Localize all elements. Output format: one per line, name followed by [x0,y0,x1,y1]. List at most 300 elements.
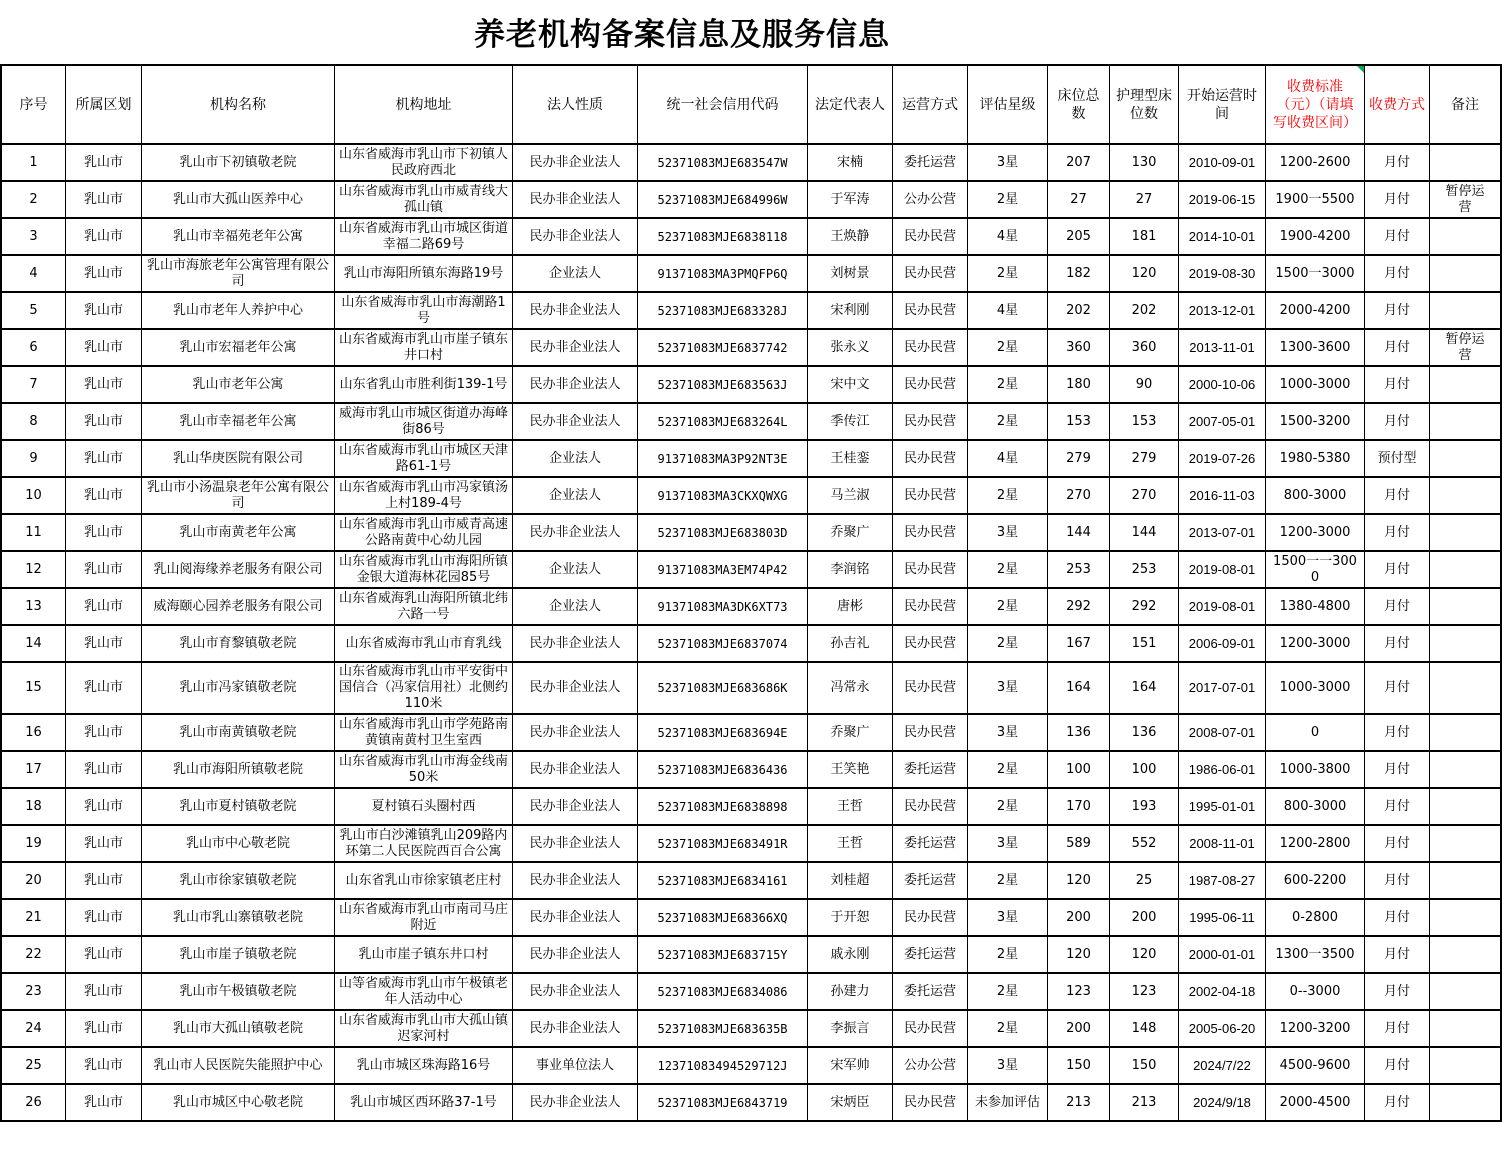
cell-operation_mode: 委托运营 [893,936,968,973]
cell-fee_standard: 600-2200 [1266,862,1365,899]
cell-remark [1430,973,1502,1010]
cell-name: 乳山市海阳所镇敬老院 [142,751,335,788]
cell-star_rating: 2星 [968,403,1048,440]
page [0,9,1485,1122]
cell-operation_mode: 民办民营 [893,588,968,625]
cell-name: 乳山市育黎镇敬老院 [142,625,335,662]
cell-index: 19 [1,825,66,862]
cell-nursing_beds: 90 [1110,366,1179,403]
cell-total_beds: 589 [1048,825,1110,862]
cell-legal_rep: 孙建力 [808,973,893,1010]
cell-start_date: 2016-11-03 [1179,477,1266,514]
cell-district: 乳山市 [66,440,142,477]
cell-total_beds: 180 [1048,366,1110,403]
cell-index: 5 [1,292,66,329]
cell-fee_method: 月付 [1365,825,1430,862]
cell-legal_nature: 民办非企业法人 [513,144,638,181]
cell-legal_nature: 企业法人 [513,255,638,292]
cell-credit_code: 52371083MJE683694E [638,714,808,751]
cell-remark [1430,1010,1502,1047]
cell-total_beds: 167 [1048,625,1110,662]
cell-nursing_beds: 213 [1110,1084,1179,1121]
cell-star_rating: 2星 [968,477,1048,514]
table-row [1,440,1501,477]
column-header-legal_rep [808,65,893,144]
column-header-label: 序号 [19,96,48,113]
cell-district: 乳山市 [66,292,142,329]
cell-address: 山东省威海市乳山市学苑路南黄镇南黄村卫生室西 [335,714,513,751]
cell-name: 乳山市乳山寨镇敬老院 [142,899,335,936]
cell-district: 乳山市 [66,825,142,862]
cell-fee_method: 月付 [1365,329,1430,366]
cell-credit_code: 91371083MA3P92NT3E [638,440,808,477]
cell-legal_rep: 乔聚广 [808,514,893,551]
cell-remark [1430,936,1502,973]
cell-legal_nature: 民办非企业法人 [513,751,638,788]
cell-operation_mode: 民办民营 [893,292,968,329]
cell-fee_standard: 1200-2600 [1266,144,1365,181]
cell-name: 乳山市大孤山镇敬老院 [142,1010,335,1047]
cell-nursing_beds: 27 [1110,181,1179,218]
cell-name: 乳山市南黄老年公寓 [142,514,335,551]
cell-credit_code: 52371083MJE683563J [638,366,808,403]
table-row [1,973,1501,1010]
cell-start_date: 2024/7/22 [1179,1047,1266,1084]
cell-nursing_beds: 200 [1110,899,1179,936]
cell-district: 乳山市 [66,514,142,551]
column-header-label: 统一社会信用代码 [666,96,779,113]
cell-index: 25 [1,1047,66,1084]
cell-legal_rep: 冯常永 [808,662,893,714]
cell-district: 乳山市 [66,477,142,514]
cell-start_date: 2007-05-01 [1179,403,1266,440]
cell-start_date: 2013-12-01 [1179,292,1266,329]
cell-index: 18 [1,788,66,825]
cell-legal_rep: 于开恕 [808,899,893,936]
cell-credit_code: 52371083MJE683635B [638,1010,808,1047]
cell-operation_mode: 民办民营 [893,329,968,366]
cell-total_beds: 207 [1048,144,1110,181]
cell-fee_standard: 2000-4200 [1266,292,1365,329]
cell-operation_mode: 委托运营 [893,862,968,899]
cell-credit_code: 52371083MJE683264L [638,403,808,440]
cell-total_beds: 270 [1048,477,1110,514]
cell-legal_rep: 张永义 [808,329,893,366]
cell-legal_rep: 刘桂超 [808,862,893,899]
cell-operation_mode: 民办民营 [893,514,968,551]
cell-address: 山东省威海市乳山市大孤山镇迟家河村 [335,1010,513,1047]
cell-star_rating: 2星 [968,255,1048,292]
cell-district: 乳山市 [66,973,142,1010]
cell-credit_code: 52371083MJE683715Y [638,936,808,973]
cell-index: 12 [1,551,66,588]
cell-operation_mode: 民办民营 [893,440,968,477]
cell-credit_code: 52371083MJE6836436 [638,751,808,788]
column-header-label: 护理型床位数 [1116,87,1172,122]
cell-remark [1430,862,1502,899]
cell-name: 乳山市下初镇敬老院 [142,144,335,181]
column-header-start_date [1179,65,1266,144]
cell-legal_rep: 宋楠 [808,144,893,181]
cell-remark [1430,825,1502,862]
cell-total_beds: 150 [1048,1047,1110,1084]
cell-fee_method: 月付 [1365,181,1430,218]
cell-index: 26 [1,1084,66,1121]
cell-star_rating: 2星 [968,1010,1048,1047]
cell-remark [1430,403,1502,440]
column-header-label: 收费标准（元）（请填写收费区间） [1273,78,1357,131]
cell-index: 17 [1,751,66,788]
cell-remark [1430,662,1502,714]
cell-start_date: 2010-09-01 [1179,144,1266,181]
cell-credit_code: 52371083MJE683803D [638,514,808,551]
cell-start_date: 2017-07-01 [1179,662,1266,714]
cell-star_rating: 2星 [968,588,1048,625]
cell-credit_code: 91371083MA3PMQFP6Q [638,255,808,292]
cell-district: 乳山市 [66,403,142,440]
cell-fee_method: 月付 [1365,662,1430,714]
cell-start_date: 1995-06-11 [1179,899,1266,936]
cell-start_date: 1986-06-01 [1179,751,1266,788]
cell-operation_mode: 民办民营 [893,662,968,714]
cell-operation_mode: 委托运营 [893,973,968,1010]
cell-remark [1430,551,1502,588]
cell-address: 山东省威海市乳山市平安街中国信合（冯家信用社）北侧约110米 [335,662,513,714]
cell-remark [1430,218,1502,255]
cell-operation_mode: 民办民营 [893,477,968,514]
cell-fee_method: 月付 [1365,788,1430,825]
cell-district: 乳山市 [66,588,142,625]
table-row [1,625,1501,662]
column-header-legal_nature [513,65,638,144]
cell-operation_mode: 民办民营 [893,625,968,662]
cell-remark [1430,714,1502,751]
cell-total_beds: 100 [1048,751,1110,788]
cell-credit_code: 52371083MJE683686K [638,662,808,714]
column-header-fee_method [1365,65,1430,144]
cell-legal_rep: 王哲 [808,788,893,825]
column-header-label: 法定代表人 [815,96,885,113]
cell-legal_rep: 王笑艳 [808,751,893,788]
table-row [1,588,1501,625]
cell-credit_code: 52371083MJE6834086 [638,973,808,1010]
cell-remark [1430,366,1502,403]
cell-legal_rep: 季传江 [808,403,893,440]
column-header-label: 运营方式 [902,96,958,113]
cell-remark [1430,477,1502,514]
cell-operation_mode: 公办公营 [893,181,968,218]
cell-legal_rep: 王哲 [808,825,893,862]
cell-legal_nature: 企业法人 [513,588,638,625]
cell-star_rating: 2星 [968,751,1048,788]
cell-legal_nature: 企业法人 [513,477,638,514]
cell-fee_standard: 1300一3500 [1266,936,1365,973]
cell-star_rating: 3星 [968,514,1048,551]
column-header-label: 床位总数 [1057,87,1100,122]
cell-star_rating: 4星 [968,440,1048,477]
comment-marker-icon[interactable] [1357,66,1364,73]
cell-legal_nature: 企业法人 [513,551,638,588]
cell-credit_code: 91371083MA3EM74P42 [638,551,808,588]
cell-remark [1430,751,1502,788]
cell-total_beds: 27 [1048,181,1110,218]
cell-index: 21 [1,899,66,936]
table-row [1,825,1501,862]
cell-district: 乳山市 [66,899,142,936]
cell-fee_method: 预付型 [1365,440,1430,477]
cell-credit_code: 91371083MA3CKXQWXG [638,477,808,514]
cell-index: 24 [1,1010,66,1047]
cell-name: 乳山市中心敬老院 [142,825,335,862]
column-header-fee_standard [1266,65,1365,144]
column-header-label: 机构地址 [395,96,452,113]
cell-fee_method: 月付 [1365,625,1430,662]
cell-fee_method: 月付 [1365,714,1430,751]
cell-total_beds: 360 [1048,329,1110,366]
cell-address: 山东省威海市乳山市威青线大孤山镇 [335,181,513,218]
cell-legal_rep: 戚永刚 [808,936,893,973]
table-row [1,292,1501,329]
cell-total_beds: 164 [1048,662,1110,714]
cell-operation_mode: 民办民营 [893,255,968,292]
cell-legal_nature: 民办非企业法人 [513,825,638,862]
column-header-star_rating [968,65,1048,144]
cell-fee_standard: 1500一3000 [1266,255,1365,292]
cell-fee_standard: 1200-3000 [1266,514,1365,551]
table-row [1,477,1501,514]
cell-fee_standard: 0-2800 [1266,899,1365,936]
cell-remark: 暂停运营 [1430,329,1502,366]
table-row [1,899,1501,936]
cell-remark: 暂停运营 [1430,181,1502,218]
cell-start_date: 2008-07-01 [1179,714,1266,751]
cell-nursing_beds: 150 [1110,1047,1179,1084]
cell-district: 乳山市 [66,714,142,751]
cell-total_beds: 205 [1048,218,1110,255]
column-header-nursing_beds [1110,65,1179,144]
cell-address: 山东省威海市乳山市海阳所镇金银大道海林花园85号 [335,551,513,588]
cell-legal_nature: 民办非企业法人 [513,862,638,899]
cell-fee_standard: 1200-3200 [1266,1010,1365,1047]
cell-fee_standard: 1980-5380 [1266,440,1365,477]
cell-start_date: 2008-11-01 [1179,825,1266,862]
column-header-label: 开始运营时间 [1187,87,1257,122]
cell-nursing_beds: 193 [1110,788,1179,825]
cell-remark [1430,144,1502,181]
column-header-remark [1430,65,1502,144]
cell-legal_nature: 民办非企业法人 [513,366,638,403]
column-header-total_beds [1048,65,1110,144]
table-row [1,218,1501,255]
cell-nursing_beds: 164 [1110,662,1179,714]
cell-district: 乳山市 [66,662,142,714]
cell-star_rating: 2星 [968,329,1048,366]
cell-name: 乳山市午极镇敬老院 [142,973,335,1010]
column-header-label: 评估星级 [979,96,1036,113]
cell-start_date: 2002-04-18 [1179,973,1266,1010]
cell-star_rating: 未参加评估 [968,1084,1048,1121]
cell-nursing_beds: 253 [1110,551,1179,588]
cell-fee_method: 月付 [1365,551,1430,588]
cell-index: 13 [1,588,66,625]
cell-name: 乳山阅海缘养老服务有限公司 [142,551,335,588]
cell-star_rating: 3星 [968,144,1048,181]
cell-fee_method: 月付 [1365,751,1430,788]
cell-legal_nature: 民办非企业法人 [513,218,638,255]
cell-start_date: 1987-08-27 [1179,862,1266,899]
column-header-label: 备注 [1451,96,1479,113]
cell-fee_standard: 1300-3600 [1266,329,1365,366]
cell-remark [1430,255,1502,292]
cell-start_date: 2013-07-01 [1179,514,1266,551]
cell-district: 乳山市 [66,144,142,181]
cell-start_date: 2005-06-20 [1179,1010,1266,1047]
cell-fee_method: 月付 [1365,1084,1430,1121]
cell-total_beds: 279 [1048,440,1110,477]
cell-star_rating: 2星 [968,862,1048,899]
cell-district: 乳山市 [66,329,142,366]
cell-legal_rep: 宋军帅 [808,1047,893,1084]
cell-address: 山东省威海市乳山市城区街道幸福二路69号 [335,218,513,255]
cell-total_beds: 120 [1048,936,1110,973]
column-header-credit_code [638,65,808,144]
column-header-district [66,65,142,144]
cell-remark [1430,588,1502,625]
cell-credit_code: 52371083MJE6843719 [638,1084,808,1121]
cell-operation_mode: 委托运营 [893,825,968,862]
cell-legal_nature: 民办非企业法人 [513,403,638,440]
cell-legal_nature: 民办非企业法人 [513,514,638,551]
cell-operation_mode: 民办民营 [893,366,968,403]
cell-legal_nature: 民办非企业法人 [513,1084,638,1121]
cell-legal_nature: 民办非企业法人 [513,1010,638,1047]
cell-legal_rep: 李润铭 [808,551,893,588]
cell-legal_nature: 民办非企业法人 [513,714,638,751]
cell-fee_method: 月付 [1365,366,1430,403]
cell-name: 乳山市冯家镇敬老院 [142,662,335,714]
cell-nursing_beds: 120 [1110,936,1179,973]
cell-operation_mode: 民办民营 [893,403,968,440]
cell-remark [1430,292,1502,329]
cell-fee_standard: 800-3000 [1266,477,1365,514]
cell-start_date: 2019-08-01 [1179,551,1266,588]
cell-name: 乳山市老年公寓 [142,366,335,403]
cell-total_beds: 170 [1048,788,1110,825]
cell-fee_method: 月付 [1365,403,1430,440]
cell-star_rating: 3星 [968,662,1048,714]
cell-remark [1430,788,1502,825]
column-header-address [335,65,513,144]
cell-start_date: 2024/9/18 [1179,1084,1266,1121]
column-header-label: 法人性质 [547,96,603,113]
cell-legal_nature: 民办非企业法人 [513,181,638,218]
cell-district: 乳山市 [66,181,142,218]
cell-legal_nature: 民办非企业法人 [513,625,638,662]
table-row [1,1010,1501,1047]
cell-district: 乳山市 [66,255,142,292]
cell-remark [1430,1084,1502,1121]
cell-name: 乳山市崖子镇敬老院 [142,936,335,973]
column-header-label: 所属区划 [75,96,132,113]
cell-fee_method: 月付 [1365,218,1430,255]
cell-star_rating: 2星 [968,625,1048,662]
cell-operation_mode: 委托运营 [893,751,968,788]
table-row [1,403,1501,440]
cell-district: 乳山市 [66,218,142,255]
records-table [0,64,1502,1122]
cell-name: 乳山市夏村镇敬老院 [142,788,335,825]
cell-fee_method: 月付 [1365,255,1430,292]
cell-operation_mode: 民办民营 [893,551,968,588]
cell-name: 乳山市南黄镇敬老院 [142,714,335,751]
cell-fee_standard: 1200-3000 [1266,625,1365,662]
cell-legal_rep: 宋炳臣 [808,1084,893,1121]
cell-credit_code: 12371083494529712J [638,1047,808,1084]
cell-name: 乳山市宏福老年公寓 [142,329,335,366]
cell-operation_mode: 民办民营 [893,714,968,751]
cell-index: 7 [1,366,66,403]
cell-address: 乳山市白沙滩镇乳山209路内环第二人民医院西百合公寓 [335,825,513,862]
cell-address: 山东省威海市乳山市育乳线 [335,625,513,662]
cell-star_rating: 2星 [968,181,1048,218]
cell-operation_mode: 民办民营 [893,1084,968,1121]
cell-total_beds: 153 [1048,403,1110,440]
cell-star_rating: 2星 [968,366,1048,403]
cell-fee_standard: 2000-4500 [1266,1084,1365,1121]
cell-star_rating: 3星 [968,825,1048,862]
cell-operation_mode: 民办民营 [893,1010,968,1047]
cell-credit_code: 52371083MJE683491R [638,825,808,862]
cell-fee_method: 月付 [1365,292,1430,329]
cell-nursing_beds: 120 [1110,255,1179,292]
cell-fee_standard: 1500一一3000 [1266,551,1365,588]
cell-index: 1 [1,144,66,181]
cell-fee_method: 月付 [1365,477,1430,514]
column-header-name [142,65,335,144]
cell-address: 乳山市崖子镇东井口村 [335,936,513,973]
cell-nursing_beds: 136 [1110,714,1179,751]
cell-start_date: 2000-10-06 [1179,366,1266,403]
cell-total_beds: 253 [1048,551,1110,588]
cell-name: 乳山市幸福老年公寓 [142,403,335,440]
cell-index: 8 [1,403,66,440]
cell-remark [1430,625,1502,662]
cell-address: 乳山市海阳所镇东海路19号 [335,255,513,292]
cell-name: 乳山市城区中心敬老院 [142,1084,335,1121]
cell-credit_code: 52371083MJE684996W [638,181,808,218]
cell-nursing_beds: 292 [1110,588,1179,625]
header-row [1,65,1501,144]
cell-total_beds: 200 [1048,1010,1110,1047]
cell-legal_rep: 马兰淑 [808,477,893,514]
cell-address: 夏村镇石头圈村西 [335,788,513,825]
cell-start_date: 2000-01-01 [1179,936,1266,973]
cell-legal_nature: 民办非企业法人 [513,292,638,329]
cell-credit_code: 52371083MJE6838118 [638,218,808,255]
table-row [1,751,1501,788]
table-row [1,1084,1501,1121]
cell-legal_rep: 宋中文 [808,366,893,403]
cell-credit_code: 52371083MJE6837742 [638,329,808,366]
cell-legal_nature: 民办非企业法人 [513,899,638,936]
cell-nursing_beds: 552 [1110,825,1179,862]
cell-legal_rep: 孙吉礼 [808,625,893,662]
cell-name: 乳山市大孤山医养中心 [142,181,335,218]
cell-operation_mode: 公办公营 [893,1047,968,1084]
cell-start_date: 2006-09-01 [1179,625,1266,662]
table-row [1,514,1501,551]
cell-star_rating: 2星 [968,973,1048,1010]
